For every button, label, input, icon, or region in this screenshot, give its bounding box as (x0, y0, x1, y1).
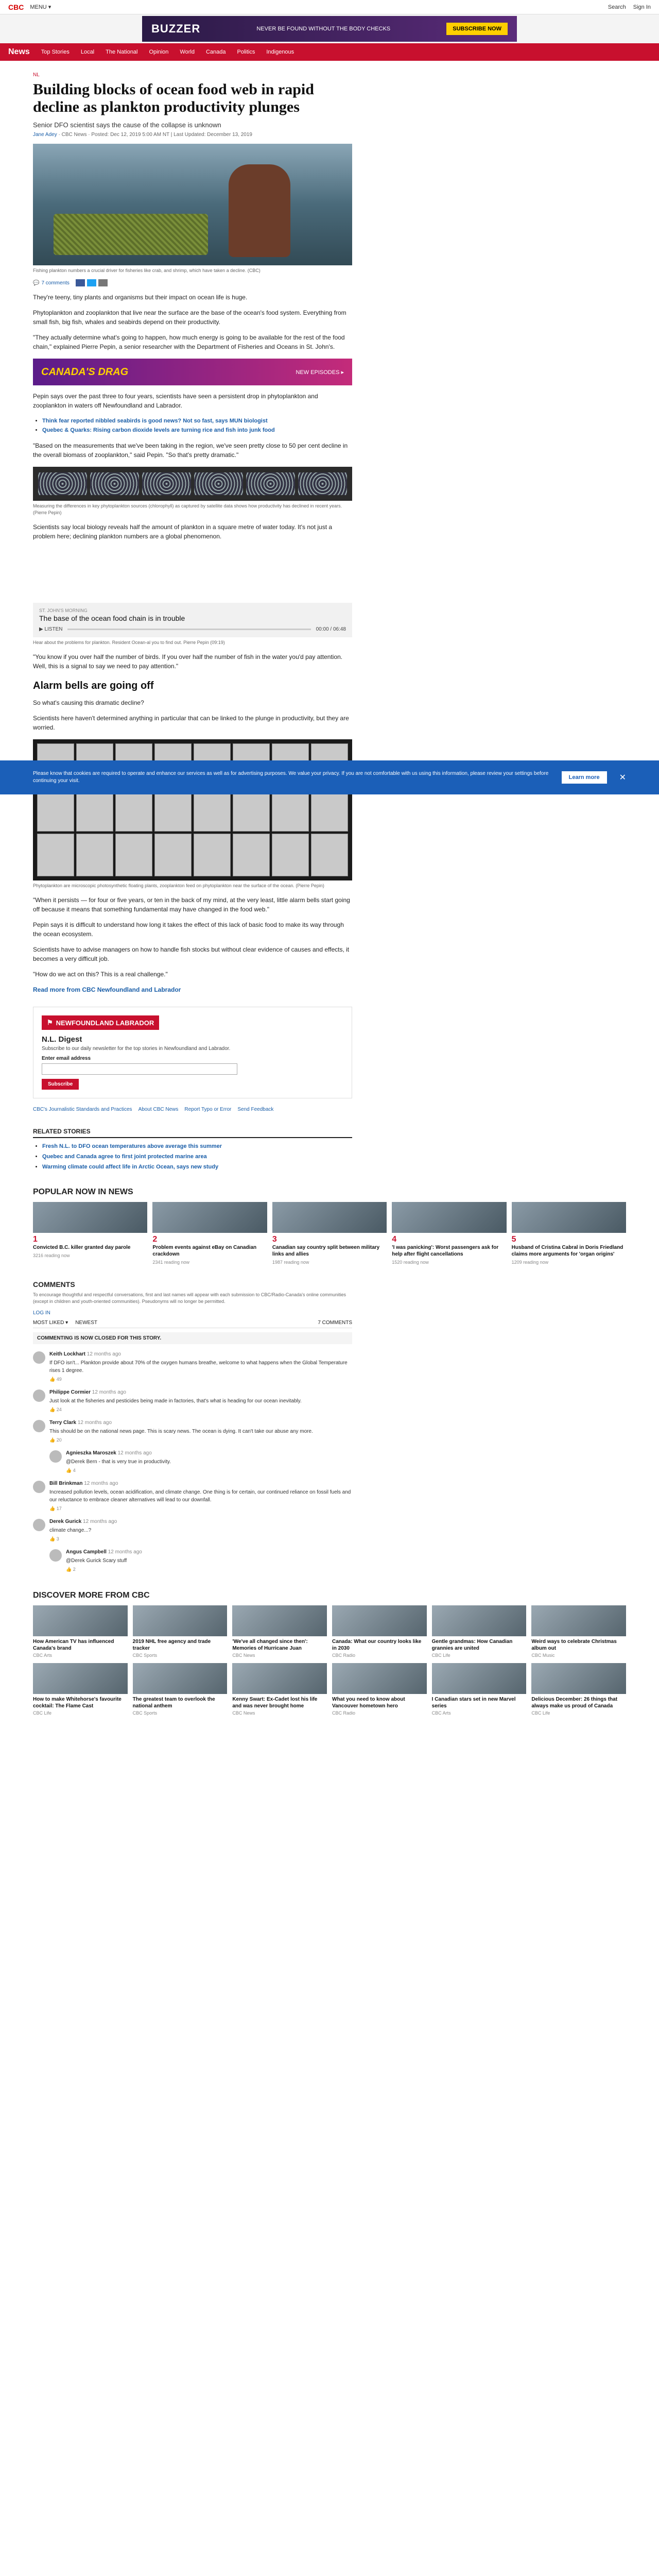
paragraph: "You know if you over half the number of birds. If you over half the number of fish in the water you'd pay attention. Well, this is a signal to say we need to pay attention." (33, 653, 343, 670)
thumbnail (432, 1663, 527, 1694)
plankton-tile (194, 788, 231, 831)
newsletter-badge-label: NEWFOUNDLAND LABRADOR (56, 1019, 154, 1027)
avatar (33, 1351, 45, 1364)
login-link[interactable]: LOG IN (33, 1310, 50, 1316)
paragraph: "How do we act on this? This is a real challenge." (33, 971, 168, 978)
thumbnail (33, 1663, 128, 1694)
rank-number: 1 (33, 1235, 38, 1244)
byline (33, 132, 352, 138)
nav-canada[interactable]: Canada (205, 49, 226, 55)
discover-source: CBC Music (531, 1653, 555, 1658)
discover-title: 'We've all changed since then': Memories of Hurricane Juan (232, 1639, 308, 1651)
comment-author[interactable]: Agnieszka Maroszek (66, 1450, 116, 1456)
news-brand[interactable]: News (8, 47, 30, 56)
popular-title: Problem events against eBay on Canadian crackdown (152, 1245, 257, 1257)
avatar (33, 1519, 45, 1531)
popular-card[interactable] (272, 1202, 387, 1265)
comment-count-label: 7 comments (41, 280, 70, 286)
plankton-tile (37, 788, 74, 831)
comment-time: 12 months ago (77, 1420, 112, 1426)
paragraph: Scientists have to advise managers on how to handle fish stocks but without clear evidence of causes and effects, it becomes a very difficult job. (33, 946, 350, 962)
discover-card[interactable] (432, 1605, 527, 1658)
reading-count: 2341 reading now (152, 1260, 189, 1265)
comments-closed-notice: COMMENTING IS NOW CLOSED FOR THIS STORY. (33, 1332, 352, 1344)
newsletter-title: N.L. Digest (42, 1035, 82, 1044)
nav-world[interactable]: World (180, 49, 195, 55)
discover-card[interactable] (232, 1605, 327, 1658)
comments-note: To encourage thoughtful and respectful conversations, first and last names will appear with each submission to CBC/Radio-Canada's online communities (except in children and youth-oriented communities). Pseudonyms will no longer be permitted. (33, 1292, 346, 1304)
cbc-logo[interactable]: CBC (8, 3, 24, 11)
thumbnail (432, 1605, 527, 1636)
audio-time: 00:00 / 06:48 (316, 626, 346, 632)
sign-in-link[interactable]: Sign In (633, 4, 651, 10)
comment-author[interactable]: Bill Brinkman (49, 1481, 83, 1486)
discover-source: CBC Radio (332, 1710, 356, 1716)
thumbnail (133, 1605, 228, 1636)
discover-card[interactable] (332, 1605, 427, 1658)
paragraph: Scientists here haven't determined anything in particular that can be linked to the plunge in productivity, but they are worried. (33, 715, 349, 731)
plankton-tile (272, 834, 309, 876)
popular-card[interactable] (512, 1202, 626, 1265)
thumbnail (133, 1663, 228, 1694)
top-bar-actions (608, 4, 651, 10)
comment-time: 12 months ago (108, 1549, 142, 1555)
top-bar (0, 0, 659, 14)
comment-time: 12 months ago (84, 1481, 118, 1486)
discover-source: CBC Arts (431, 1710, 451, 1716)
share-buttons (76, 279, 108, 286)
comment-author[interactable]: Terry Clark (49, 1420, 77, 1426)
comment-text: Just look at the fisheries and pesticides being made in factories, that's what is heading for our ocean inevitably. (49, 1398, 302, 1404)
plankton-tile (115, 834, 152, 876)
comment-text: If DFO isn't... Plankton provide about 70% of the oxygen humans breathe, welcome to what happens when the Global Temperature rises 1 degree. (49, 1360, 348, 1374)
comment (33, 1351, 352, 1382)
paragraph: They're teeny, tiny plants and organisms but their impact on ocean life is huge. (33, 294, 248, 301)
rank-number: 3 (272, 1235, 277, 1244)
popular-row (33, 1202, 626, 1265)
comment-text: @Derek Gurick Scary stuff (66, 1558, 127, 1564)
audio-progress-bar[interactable] (67, 629, 310, 630)
close-icon[interactable]: ✕ (619, 773, 626, 782)
hero-caption: Fishing plankton numbers a crucial driver for fisheries like crab, and shrimp, which have taken a decline. (CBC) (33, 268, 261, 273)
thumbnail (232, 1605, 327, 1636)
discover-source: CBC Radio (332, 1653, 356, 1658)
comment-time: 12 months ago (117, 1450, 152, 1456)
image-caption: Measuring the differences in key phytoplankton sources (chlorophyll) as captured by satellite data shows how productivity has declined in recent years. (Pierre Pepin) (33, 503, 342, 515)
plankton-tile (76, 834, 113, 876)
nav-top-stories[interactable]: Top Stories (41, 49, 70, 55)
newsletter-badge (42, 1015, 159, 1030)
fishing-net-shape (54, 214, 208, 255)
comment-author[interactable]: Angus Campbell (66, 1549, 107, 1555)
lower-content (33, 1188, 659, 1716)
discover-more (33, 1591, 626, 1716)
thumbnail (272, 1202, 387, 1233)
like-count: 3 (56, 1536, 59, 1541)
paragraph: So what's causing this dramatic decline? (33, 699, 144, 706)
thumbnail (332, 1663, 427, 1694)
avatar (33, 1420, 45, 1432)
discover-title: How American TV has influenced Canada's brand (33, 1639, 114, 1651)
related-list (42, 1141, 352, 1172)
discover-title: Gentle grandmas: How Canadian grannies are united (431, 1639, 513, 1651)
audio-controls (39, 626, 346, 632)
nav-indigenous[interactable]: Indigenous (266, 49, 294, 55)
nav-politics[interactable]: Politics (237, 49, 255, 55)
subscribe-button[interactable]: Subscribe (42, 1079, 79, 1090)
comment-time: 12 months ago (83, 1519, 117, 1524)
email-icon[interactable] (98, 279, 108, 286)
comment-text: Increased pollution levels, ocean acidification, and climate change. One thing is for certain, our continued reliance on fossil fuels and our reluctance to embrace cleaner alternatives will lead to our downfall. (49, 1489, 351, 1503)
facebook-icon[interactable] (76, 279, 85, 286)
plankton-tile (272, 788, 309, 831)
thumbnail (33, 1202, 147, 1233)
promo-brand: CANADA'S DRAG (41, 366, 129, 378)
comment-time: 12 months ago (86, 1351, 121, 1357)
comments-section (33, 1280, 352, 1572)
standards-link[interactable]: CBC's Journalistic Standards and Practices (33, 1107, 132, 1112)
comment-total: 7 COMMENTS (318, 1320, 352, 1326)
rank-number: 4 (392, 1235, 397, 1244)
plankton-tile (233, 788, 270, 831)
discover-card[interactable] (133, 1663, 228, 1716)
article-title: Building blocks of ocean food web in rapid decline as plankton productivity plunges (33, 81, 314, 115)
discover-heading: DISCOVER MORE FROM CBC (33, 1591, 150, 1600)
comment-time: 12 months ago (92, 1389, 126, 1395)
comment (33, 1389, 352, 1413)
plankton-tile (233, 834, 270, 876)
reading-count: 1987 reading now (272, 1260, 309, 1265)
satellite-frame (38, 472, 87, 495)
comments-heading: COMMENTS (33, 1280, 75, 1289)
comment-likes[interactable]: 👍 4 (66, 1468, 76, 1473)
menu-button[interactable]: MENU ▾ (30, 4, 51, 10)
read-more-link[interactable]: Read more from CBC Newfoundland and Labrador (33, 986, 181, 993)
paragraph: "Based on the measurements that we've been taking in the region, we've seen pretty close to 50 per cent decline in the overall biomass of zooplankton," said Pepin. "So that's pretty dramatic." (33, 442, 348, 459)
learn-more-button[interactable]: Learn more (562, 771, 607, 784)
satellite-frame (194, 472, 243, 495)
popular-card[interactable] (33, 1202, 147, 1265)
thumbnail (512, 1202, 626, 1233)
nl-flag-icon: ⚑ (47, 1019, 53, 1026)
search-link[interactable]: Search (608, 4, 626, 10)
comment (33, 1519, 352, 1542)
list-item (42, 426, 352, 435)
discover-card[interactable] (33, 1663, 128, 1716)
comment-text: This should be on the national news page. This is scary news. The ocean is dying. It can't take our abuse any more. (49, 1429, 313, 1434)
popular-title: Husband of Cristina Cabral in Doris Friedland claims more arguments for 'organ origins' (511, 1245, 623, 1257)
thumbnail (33, 1605, 128, 1636)
grid-caption: Phytoplankton are microscopic photosynthetic floating plants, zooplankton feed on phytoplankton near the surface of the ocean. (Pierre Pepin) (33, 883, 324, 888)
newsletter-signup (33, 1007, 352, 1098)
consent-text: Please know that cookies are required to operate and enhance our services as well as for advertising purposes. We value your privacy. If you are not comfortable with us using this information, please review your settings before continuing your visit. (33, 771, 549, 784)
discover-card[interactable] (33, 1605, 128, 1658)
play-button[interactable]: ▶ LISTEN (39, 626, 63, 632)
plankton-tile (154, 788, 192, 831)
discover-title: How to make Whitehorse's favourite cocktail: The Flame Cast (33, 1697, 122, 1709)
about-news-link[interactable]: About CBC News (138, 1107, 179, 1112)
list-item (42, 1141, 352, 1151)
comment-author[interactable]: Philippe Cormier (49, 1389, 91, 1395)
discover-title: What you need to know about Vancouver hometown hero (332, 1697, 405, 1709)
satellite-frame (298, 472, 347, 495)
article-footer-links (33, 1107, 352, 1112)
audio-player (33, 603, 352, 637)
comment-author[interactable]: Derek Gurick (49, 1519, 82, 1524)
comment-count[interactable] (33, 279, 352, 286)
like-count: 24 (56, 1407, 62, 1412)
paragraph: Pepin says it is difficult to understand how long it takes the effect of this lack of basic food to make its way through the ocean ecosystem. (33, 921, 344, 938)
popular-title: 'I was panicking': Worst passengers ask for help after flight cancellations (392, 1245, 499, 1257)
popular-heading: POPULAR NOW IN NEWS (33, 1188, 133, 1196)
comment-text: climate change...? (49, 1528, 92, 1533)
paragraph: Scientists say local biology reveals half the amount of plankton in a square metre of water today. It's not just a problem here; declining plankton numbers are a global phenomenon. (33, 523, 333, 540)
discover-card[interactable] (432, 1663, 527, 1716)
inline-links (42, 416, 352, 435)
discover-title: Canada: What our country looks like in 2030 (332, 1639, 422, 1651)
tab-most-liked[interactable]: MOST LIKED ▾ (33, 1320, 68, 1326)
plankton-tile (311, 834, 348, 876)
audio-title: The base of the ocean food chain is in trouble (39, 614, 185, 622)
discover-card[interactable] (531, 1605, 626, 1658)
fisher-figure-shape (229, 164, 290, 257)
comment-likes[interactable]: 👍 20 (49, 1437, 62, 1443)
discover-grid (33, 1605, 626, 1716)
thumbnail (531, 1605, 626, 1636)
audio-show-label: ST. JOHN'S MORNING (39, 608, 88, 613)
plankton-tile (37, 834, 74, 876)
comment-likes[interactable]: 👍 17 (49, 1506, 62, 1511)
avatar (49, 1549, 62, 1562)
paragraph: Phytoplankton and zooplankton that live near the surface are the base of the ocean's food system. Everything from small fish, big fish, whales and seabirds depend on their productivity. (33, 309, 346, 326)
like-count: 17 (56, 1506, 62, 1511)
satellite-frame (90, 472, 139, 495)
comment-author[interactable]: Keith Lockhart (49, 1351, 86, 1357)
newsletter-desc: Subscribe to our daily newsletter for the top stories in Newfoundland and Labrador. (42, 1046, 231, 1052)
comment-likes[interactable]: 👍 2 (66, 1567, 76, 1572)
plankton-tile (154, 834, 192, 876)
article-kicker[interactable]: NL (33, 72, 40, 78)
discover-source: CBC Sports (132, 1710, 158, 1716)
discover-title: Delicious December: 26 things that always make us proud of Canada (531, 1697, 618, 1709)
list-item (42, 1162, 352, 1172)
reading-count: 1520 reading now (392, 1260, 429, 1265)
popular-card[interactable] (152, 1202, 267, 1265)
discover-title: Weird ways to celebrate Christmas album out (531, 1639, 617, 1651)
hero-image (33, 144, 352, 265)
article (33, 61, 352, 1172)
comment-sort-tabs (33, 1320, 352, 1328)
discover-card[interactable] (531, 1663, 626, 1716)
discover-source: CBC News (232, 1710, 255, 1716)
list-item (42, 1151, 352, 1162)
plankton-tile (76, 788, 113, 831)
comment-icon: 💬 (33, 280, 40, 286)
email-field-label: Enter email address (42, 1056, 91, 1061)
related-link[interactable]: Warming climate could affect life in Arctic Ocean, says new study (42, 1164, 219, 1170)
thumbnail (152, 1202, 267, 1233)
discover-source: CBC News (232, 1653, 255, 1658)
related-link[interactable]: Fresh N.L. to DFO ocean temperatures above average this summer (42, 1143, 222, 1149)
report-typo-link[interactable]: Report Typo or Error (184, 1107, 232, 1112)
ad-tagline: NEVER BE FOUND WITHOUT THE BODY CHECKS (256, 26, 391, 32)
ad-brand: BUZZER (151, 22, 201, 35)
related-stories (33, 1128, 352, 1172)
rank-number: 5 (511, 1235, 516, 1244)
discover-source: CBC Life (431, 1653, 450, 1658)
tab-newest[interactable]: NEWEST (75, 1320, 97, 1326)
avatar (33, 1389, 45, 1402)
related-heading: RELATED STORIES (33, 1128, 352, 1138)
nav-local[interactable]: Local (80, 49, 95, 55)
article-deck: Senior DFO scientist says the cause of the collapse is unknown (33, 121, 221, 129)
ad-cta-button[interactable]: SUBSCRIBE NOW (446, 23, 508, 35)
discover-source: CBC Arts (33, 1653, 53, 1658)
thumbnail (232, 1663, 327, 1694)
comment-likes[interactable]: 👍 24 (49, 1407, 62, 1412)
promo-banner[interactable] (33, 359, 352, 385)
discover-card[interactable] (133, 1605, 228, 1658)
email-field[interactable] (42, 1063, 237, 1075)
paragraph: "They actually determine what's going to happen, how much energy is going to be available for the rest of the food chain," explained Pierre Pepin, a senior researcher with the Department of Fisheries and Oceans in St. John's. (33, 334, 345, 350)
feedback-link[interactable]: Send Feedback (237, 1107, 274, 1112)
comment (33, 1420, 352, 1443)
plankton-tile (311, 788, 348, 831)
comment (33, 1481, 352, 1512)
thumbnail (392, 1202, 506, 1233)
comment-reply (49, 1549, 352, 1572)
satellite-image-strip (33, 467, 352, 501)
inline-link[interactable]: Think fear reported nibbled seabirds is good news? Not so fast, says MUN biologist (42, 418, 268, 424)
comment-text: @Derek Bern - that is very true in productivity. (66, 1459, 171, 1465)
like-count: 49 (56, 1377, 62, 1382)
ad-banner (0, 14, 659, 43)
avatar (33, 1481, 45, 1493)
comment-likes[interactable]: 👍 3 (49, 1536, 59, 1541)
discover-title: I Canadian stars set in new Marvel series (431, 1697, 516, 1709)
discover-source: CBC Life (33, 1710, 52, 1716)
cookie-consent-banner (0, 760, 659, 794)
popular-title: Convicted B.C. killer granted day parole (33, 1245, 131, 1250)
comment-reply (49, 1450, 352, 1473)
byline-meta: · CBC News · Posted: Dec 12, 2019 5:00 AM NT | Last Updated: December 13, 2019 (58, 132, 252, 138)
discover-card[interactable] (232, 1663, 327, 1716)
promo-tagline: NEW EPISODES ▸ (296, 369, 344, 376)
popular-card[interactable] (392, 1202, 506, 1265)
paragraph: "When it persists — for four or five years, or ten in the back of my mind, at the very least, little alarm bells start going off because it means that something fundamental may have changed in the food web." (33, 896, 350, 913)
nav-the-national[interactable]: The National (106, 49, 138, 55)
plankton-tile (194, 834, 231, 876)
discover-title: Kenny Swart: Ex-Cadet lost his life and was never brought home (232, 1697, 318, 1709)
satellite-frame (142, 472, 191, 495)
inline-link[interactable]: Quebec & Quarks: Rising carbon dioxide levels are turning rice and fish into junk food (42, 427, 275, 433)
twitter-icon[interactable] (87, 279, 96, 286)
satellite-frame (246, 472, 295, 495)
like-count: 20 (56, 1437, 62, 1443)
ad-creative[interactable] (142, 16, 517, 42)
news-nav (0, 43, 659, 61)
avatar (49, 1450, 62, 1463)
popular-title: Canadian say country split between military links and allies (272, 1245, 380, 1257)
like-count: 4 (73, 1468, 76, 1473)
discover-source: CBC Sports (132, 1653, 158, 1658)
nav-opinion[interactable]: Opinion (149, 49, 169, 55)
comment-likes[interactable]: 👍 49 (49, 1377, 62, 1382)
plankton-tile (115, 788, 152, 831)
paragraph: Pepin says over the past three to four years, scientists have seen a persistent drop in phytoplankton and zooplankton in waters off Newfoundland and Labrador. (33, 393, 318, 409)
list-item (42, 416, 352, 426)
rank-number: 2 (152, 1235, 158, 1244)
thumbnail (332, 1605, 427, 1636)
discover-title: The greatest team to overlook the national anthem (132, 1697, 215, 1709)
discover-card[interactable] (332, 1663, 427, 1716)
reading-count: 1209 reading now (511, 1260, 549, 1265)
popular-now (33, 1188, 626, 1265)
like-count: 2 (73, 1567, 76, 1572)
related-link[interactable]: Quebec and Canada agree to first joint protected marine area (42, 1154, 207, 1160)
discover-title: 2019 NHL free agency and trade tracker (132, 1639, 211, 1651)
section-heading: Alarm bells are going off (33, 680, 154, 691)
audio-caption: Hear about the problems for plankton. Resident Ocean-al you to find out. Pierre Pepin (09:19) (33, 640, 225, 645)
reading-count: 3216 reading now (33, 1253, 70, 1258)
thumbnail (531, 1663, 626, 1694)
discover-source: CBC Life (531, 1710, 550, 1716)
author-link[interactable]: Jane Adey (33, 132, 57, 138)
